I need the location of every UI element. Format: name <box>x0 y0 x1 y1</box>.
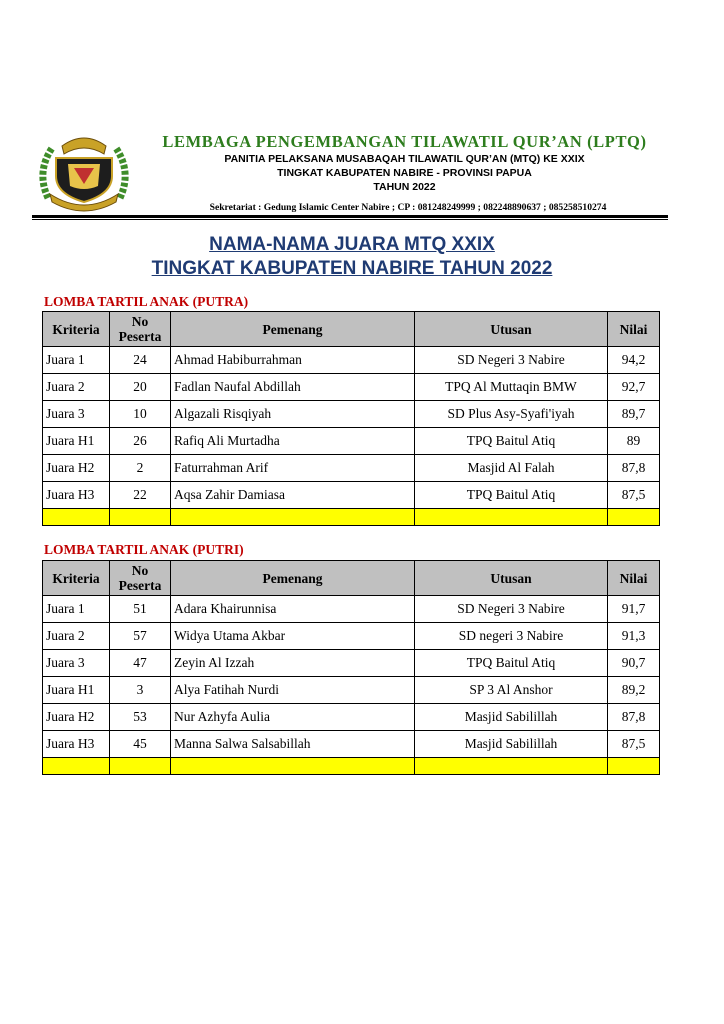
cell-pemenang: Alya Fatihah Nurdi <box>171 677 415 704</box>
cell-pemenang: Aqsa Zahir Damiasa <box>171 482 415 509</box>
highlight-cell <box>43 509 110 526</box>
cell-nilai: 92,7 <box>608 374 660 401</box>
cell-utusan: SD negeri 3 Nabire <box>415 623 608 650</box>
section-label-putra: LOMBA TARTIL ANAK (PUTRA) <box>44 294 249 309</box>
header-kriteria: Kriteria <box>43 561 110 596</box>
cell-no-peserta: 10 <box>110 401 171 428</box>
lptq-emblem-icon <box>32 132 136 212</box>
document-title: NAMA-NAMA JUARA MTQ XXIX <box>209 234 495 255</box>
cell-no-peserta: 26 <box>110 428 171 455</box>
highlight-cell <box>110 509 171 526</box>
cell-pemenang: Algazali Risqiyah <box>171 401 415 428</box>
highlight-row <box>43 758 660 775</box>
cell-kriteria: Juara 3 <box>43 401 110 428</box>
table-row <box>43 677 660 704</box>
cell-kriteria: Juara H3 <box>43 731 110 758</box>
cell-pemenang: Faturrahman Arif <box>171 455 415 482</box>
cell-nilai: 87,5 <box>608 482 660 509</box>
cell-kriteria: Juara H2 <box>43 704 110 731</box>
table-row <box>43 347 660 374</box>
cell-kriteria: Juara H1 <box>43 428 110 455</box>
highlight-cell <box>415 758 608 775</box>
highlight-cell <box>110 758 171 775</box>
cell-nilai: 90,7 <box>608 650 660 677</box>
header-pemenang: Pemenang <box>171 561 415 596</box>
cell-kriteria: Juara H1 <box>43 677 110 704</box>
cell-no-peserta: 45 <box>110 731 171 758</box>
table-row <box>43 455 660 482</box>
table-row <box>43 401 660 428</box>
header-nilai: Nilai <box>608 312 660 347</box>
results-table-putra <box>42 311 660 526</box>
cell-nilai: 91,3 <box>608 623 660 650</box>
header-pemenang: Pemenang <box>171 312 415 347</box>
table-row <box>43 482 660 509</box>
committee-line: PANITIA PELAKSANA MUSABAQAH TILAWATIL QUR’AN (MTQ) KE XXIX <box>224 153 585 165</box>
cell-no-peserta: 20 <box>110 374 171 401</box>
cell-nilai: 91,7 <box>608 596 660 623</box>
header-no-peserta <box>110 561 171 596</box>
cell-pemenang: Widya Utama Akbar <box>171 623 415 650</box>
cell-utusan: TPQ Baitul Atiq <box>415 650 608 677</box>
cell-no-peserta: 2 <box>110 455 171 482</box>
cell-utusan: TPQ Al Muttaqin BMW <box>415 374 608 401</box>
cell-no-peserta: 57 <box>110 623 171 650</box>
cell-kriteria: Juara 2 <box>43 374 110 401</box>
header-utusan: Utusan <box>415 561 608 596</box>
cell-no-peserta: 47 <box>110 650 171 677</box>
section-label-putri: LOMBA TARTIL ANAK (PUTRI) <box>44 542 244 557</box>
cell-pemenang: Fadlan Naufal Abdillah <box>171 374 415 401</box>
cell-nilai: 94,2 <box>608 347 660 374</box>
header-no-line1: No <box>131 314 149 329</box>
cell-utusan: Masjid Sabilillah <box>415 704 608 731</box>
cell-kriteria: Juara 1 <box>43 347 110 374</box>
highlight-cell <box>608 758 660 775</box>
highlight-cell <box>608 509 660 526</box>
cell-utusan: SP 3 Al Anshor <box>415 677 608 704</box>
cell-utusan: SD Negeri 3 Nabire <box>415 596 608 623</box>
cell-utusan: TPQ Baitul Atiq <box>415 428 608 455</box>
results-table-putri <box>42 560 660 775</box>
highlight-row <box>43 509 660 526</box>
year-line: TAHUN 2022 <box>373 181 436 193</box>
document-subtitle: TINGKAT KABUPATEN NABIRE TAHUN 2022 <box>151 258 553 279</box>
header-utusan: Utusan <box>415 312 608 347</box>
cell-no-peserta: 22 <box>110 482 171 509</box>
table-header-row <box>43 312 660 347</box>
letterhead <box>30 128 670 220</box>
cell-nilai: 89,2 <box>608 677 660 704</box>
table-row <box>43 596 660 623</box>
header-no-line2: Peserta <box>118 578 162 593</box>
cell-pemenang: Manna Salwa Salsabillah <box>171 731 415 758</box>
header-no-peserta <box>110 312 171 347</box>
cell-kriteria: Juara H2 <box>43 455 110 482</box>
cell-no-peserta: 53 <box>110 704 171 731</box>
cell-pemenang: Adara Khairunnisa <box>171 596 415 623</box>
cell-pemenang: Nur Azhyfa Aulia <box>171 704 415 731</box>
table-row <box>43 623 660 650</box>
cell-utusan: SD Plus Asy-Syafi'iyah <box>415 401 608 428</box>
cell-kriteria: Juara 2 <box>43 623 110 650</box>
table-row <box>43 374 660 401</box>
cell-nilai: 87,8 <box>608 704 660 731</box>
cell-utusan: TPQ Baitul Atiq <box>415 482 608 509</box>
cell-nilai: 89,7 <box>608 401 660 428</box>
cell-pemenang: Rafiq Ali Murtadha <box>171 428 415 455</box>
cell-no-peserta: 51 <box>110 596 171 623</box>
header-no-line1: No <box>131 563 149 578</box>
secretariat-line: Sekretariat : Gedung Islamic Center Nabire ; CP : 081248249999 ; 082248890637 ; 085258510274 <box>209 202 607 213</box>
highlight-cell <box>43 758 110 775</box>
header-no-line2: Peserta <box>118 329 162 344</box>
table-row <box>43 704 660 731</box>
region-line: TINGKAT KABUPATEN NABIRE - PROVINSI PAPUA <box>277 167 532 179</box>
cell-pemenang: Ahmad Habiburrahman <box>171 347 415 374</box>
cell-kriteria: Juara H3 <box>43 482 110 509</box>
table-row <box>43 428 660 455</box>
table-row <box>43 650 660 677</box>
cell-nilai: 87,8 <box>608 455 660 482</box>
cell-utusan: Masjid Al Falah <box>415 455 608 482</box>
letterhead-divider-thin <box>32 219 668 220</box>
org-name: LEMBAGA PENGEMBANGAN TILAWATIL QUR’AN (LPTQ) <box>162 132 647 151</box>
cell-no-peserta: 24 <box>110 347 171 374</box>
letterhead-divider <box>32 215 668 218</box>
table-header-row <box>43 561 660 596</box>
cell-utusan: Masjid Sabilillah <box>415 731 608 758</box>
cell-kriteria: Juara 1 <box>43 596 110 623</box>
cell-no-peserta: 3 <box>110 677 171 704</box>
header-kriteria: Kriteria <box>43 312 110 347</box>
cell-nilai: 89 <box>608 428 660 455</box>
highlight-cell <box>171 758 415 775</box>
highlight-cell <box>171 509 415 526</box>
highlight-cell <box>415 509 608 526</box>
cell-pemenang: Zeyin Al Izzah <box>171 650 415 677</box>
cell-utusan: SD Negeri 3 Nabire <box>415 347 608 374</box>
table-row <box>43 731 660 758</box>
header-nilai: Nilai <box>608 561 660 596</box>
cell-nilai: 87,5 <box>608 731 660 758</box>
cell-kriteria: Juara 3 <box>43 650 110 677</box>
